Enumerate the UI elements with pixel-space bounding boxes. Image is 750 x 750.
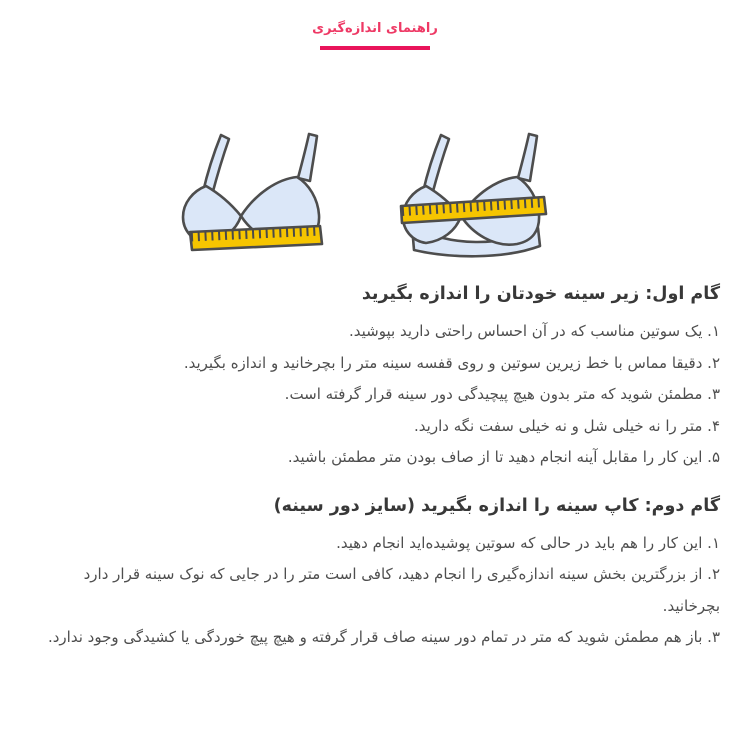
instruction-step: ۳. باز هم مطمئن شوید که متر در تمام دور سینه صاف قرار گرفته و هیچ پیچ خوردگی یا کشیدگی وجود ندارد. bbox=[47, 628, 720, 646]
instruction-step: ۲. از بزرگترین بخش سینه اندازه‌گیری را انجام دهید، کافی است متر را در جایی که نوک سینه قرار دارد بچرخانید. bbox=[83, 565, 720, 615]
bra-bust-illustration bbox=[390, 126, 580, 266]
right-strap bbox=[298, 134, 317, 181]
section-1-heading: گام اول: زیر سینه خودتان را اندازه بگیرید bbox=[361, 284, 720, 304]
instruction-step: ۵. این کار را مقابل آینه انجام دهید تا از صاف بودن متر مطمئن باشید. bbox=[287, 448, 720, 466]
instruction-step: ۱. این کار را هم باید در حالی که سوتین پوشیده‌اید انجام دهید. bbox=[336, 533, 720, 552]
section-1-steps bbox=[38, 316, 720, 474]
instructions bbox=[38, 281, 720, 656]
illustrations-row bbox=[0, 126, 750, 266]
instruction-step: ۱. یک سوتین مناسب که در آن احساس راحتی دارید بپوشید. bbox=[348, 322, 720, 340]
active-tab-indicator bbox=[320, 46, 430, 50]
instruction-step: ۲. دقیقا مماس با خط زیرین سوتین و روی قفسه سینه متر را بچرخانید و اندازه بگیرید. bbox=[183, 353, 720, 372]
instruction-step: ۳. مطمئن شوید که متر بدون هیچ پیچیدگی دور سینه قرار گرفته است. bbox=[284, 385, 720, 403]
instruction-step: ۴. متر را نه خیلی شل و نه خیلی سفت نگه دارید. bbox=[414, 416, 720, 435]
section-2-steps bbox=[38, 528, 720, 654]
section-2-heading: گام دوم: کاپ سینه را اندازه بگیرید (سایز دور سینه) bbox=[273, 495, 720, 516]
right-strap bbox=[518, 134, 537, 181]
tab-header bbox=[0, 17, 750, 50]
bra-underband-illustration bbox=[170, 126, 360, 266]
tab-measurement-guide[interactable]: راهنمای اندازه‌گیری bbox=[312, 21, 438, 36]
